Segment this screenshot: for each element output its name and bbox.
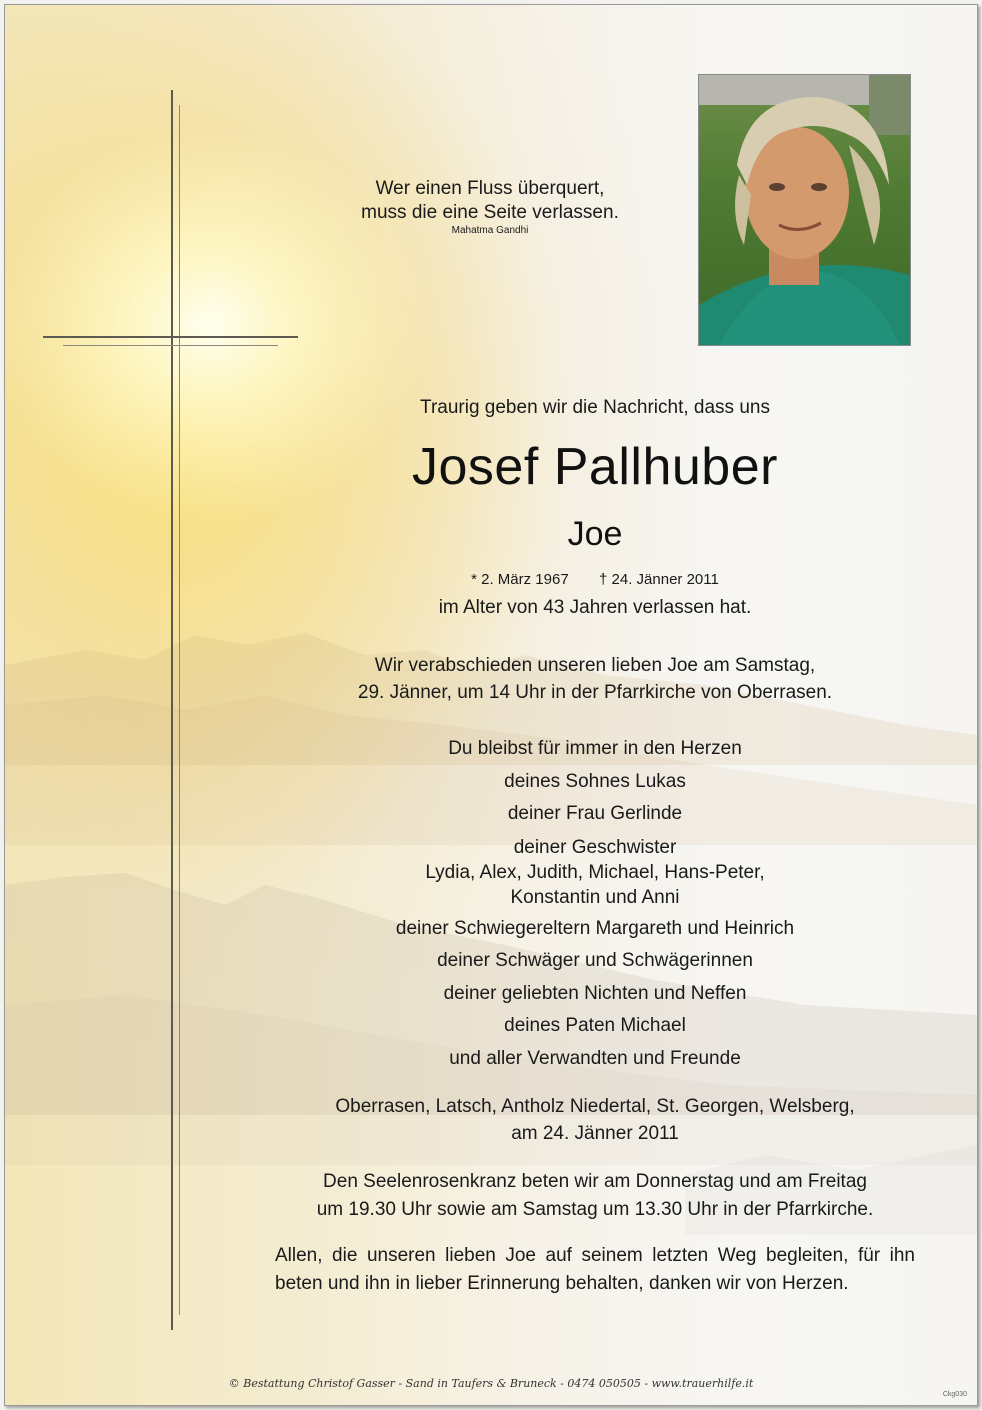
rosary-line-1: Den Seelenrosenkranz beten wir am Donnerstag und am Freitag: [323, 1171, 867, 1192]
portrait-photo: [698, 74, 911, 346]
rosary-text: [275, 1168, 915, 1224]
cross-horizontal-inner-line: [63, 345, 278, 346]
mourner-godfather: deines Paten Michael: [504, 1015, 686, 1036]
ceremony-text: [275, 652, 915, 706]
deceased-name: Josef Pallhuber: [412, 438, 778, 496]
mourner-wife: deiner Frau Gerlinde: [507, 803, 683, 824]
death-date: † 24. Jänner 2011: [599, 571, 719, 588]
mourner-in-laws: deiner Schwäger und Schwägerinnen: [437, 950, 753, 971]
ceremony-line-1: Wir verabschieden unseren lieben Joe am Samstag,: [374, 655, 816, 676]
obituary-card: [4, 4, 978, 1406]
quote-block: [305, 177, 675, 236]
mourner-son: deines Sohnes Lukas: [504, 770, 686, 792]
thanks-text: Allen, die unseren lieben Joe auf seinem letzten Weg begleiten, für ihn beten und ihn in lieber Erinnerung behalten, danken wir von Herzen.: [275, 1245, 915, 1294]
mourner-relatives: und aller Verwandten und Freunde: [449, 1047, 741, 1069]
age-text: im Alter von 43 Jahren verlassen hat.: [438, 597, 752, 618]
mourner-siblings-names-1: Lydia, Alex, Judith, Michael, Hans-Peter,: [425, 861, 765, 883]
birth-date: * 2. März 1967: [471, 571, 569, 588]
mourner-siblings: deiner Geschwister: [513, 836, 677, 858]
quote-line-2: muss die eine Seite verlassen.: [361, 202, 619, 223]
mourner-parents-in-law: deiner Schwiegereltern Margareth und Heinrich: [395, 917, 795, 939]
life-dates: [275, 571, 915, 588]
cross-vertical-beam: [171, 90, 173, 1330]
cross-vertical-inner-line: [179, 105, 180, 1315]
rosary-line-2: um 19.30 Uhr sowie am Samstag um 13.30 Uhr in der Pfarrkirche.: [316, 1199, 874, 1220]
mourners-list: [275, 733, 915, 1075]
portrait-illustration: [699, 75, 910, 345]
mourner-intro: Du bleibst für immer in den Herzen: [448, 738, 742, 759]
quote-author: Mahatma Gandhi: [451, 225, 529, 236]
notice-date: am 24. Jänner 2011: [511, 1123, 679, 1144]
places-line: Oberrasen, Latsch, Antholz Niedertal, St. Georgen, Welsberg,: [335, 1096, 855, 1117]
quote-line-1: Wer einen Fluss überquert,: [375, 178, 605, 199]
places-and-date: [275, 1093, 915, 1147]
mourner-siblings-names-2: Konstantin und Anni: [510, 886, 680, 908]
intro-text: Traurig geben wir die Nachricht, dass uns: [420, 397, 770, 418]
footer-credit: © Bestattung Christof Gasser - Sand in Taufers & Bruneck - 0474 050505 - www.trauerhilfe.it: [228, 1377, 754, 1390]
deceased-nickname: Joe: [567, 515, 623, 553]
mourner-nieces-nephews: deiner geliebten Nichten und Neffen: [443, 982, 747, 1004]
template-code: Ckg030: [942, 1391, 967, 1398]
cross-horizontal-beam: [43, 336, 298, 338]
ceremony-line-2: 29. Jänner, um 14 Uhr in der Pfarrkirche von Oberrasen.: [357, 682, 833, 703]
